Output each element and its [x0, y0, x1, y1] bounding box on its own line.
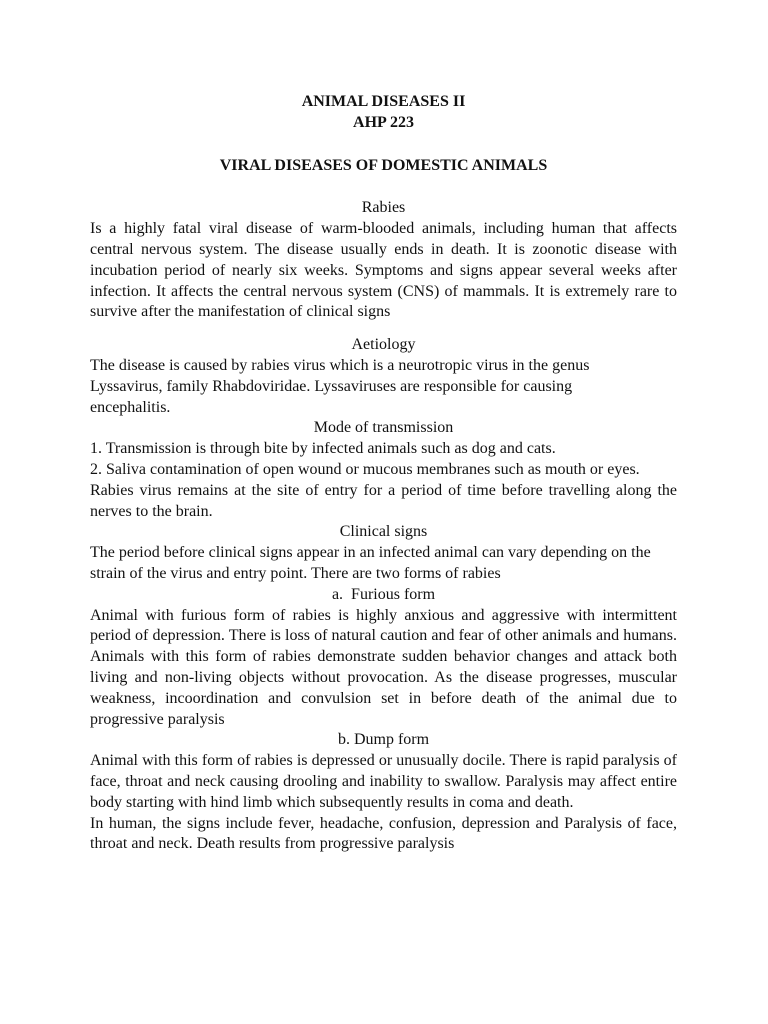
section-title: VIRAL DISEASES OF DOMESTIC ANIMALS [219, 156, 548, 174]
dump-form-heading: b. Dump form [337, 731, 430, 749]
course-code: AHP 223 [353, 113, 414, 131]
clinical-signs-intro: The period before clinical signs appear in an infected animal can vary depending on the strain of the virus and entry point. There are two forms of rabies [90, 544, 651, 582]
furious-form-heading: a. Furious form [331, 585, 436, 603]
clinical-signs-heading: Clinical signs [339, 523, 428, 541]
furious-form-text: Animal with furious form of rabies is highly anxious and aggressive with intermittent period of depression. There is loss of natural caution and fear of other animals and humans. Animals with this form of rabies demonstrate sudden behavior changes and attack both living and non-living objects without provocation. As the disease progresses, muscular weakness, incoordination and convulsion set in before death of the animal due to progressive paralysis [90, 606, 677, 728]
aetiology-text: The disease is caused by rabies virus which is a neurotropic virus in the genus Lyssavirus, family Rhabdoviridae. Lyssaviruses are responsible for causing encephalitis. [90, 356, 590, 416]
transmission-item-2: 2. Saliva contamination of open wound or mucous membranes such as mouth or eyes. [90, 460, 640, 478]
course-title: ANIMAL DISEASES II [301, 93, 466, 110]
dump-form-text: Animal with this form of rabies is depressed or unusually docile. There is rapid paralysis of face, throat and neck causing drooling and inability to swallow. Paralysis may affect entire body starting with hind limb which subsequently results in coma and death. [90, 752, 677, 811]
transmission-heading: Mode of transmission [313, 419, 454, 437]
transmission-item-1: 1. Transmission is through bite by infected animals such as dog and cats. [90, 440, 556, 458]
rabies-intro: Is a highly fatal viral disease of warm-blooded animals, including human that affects central nervous system. The disease usually ends in death. It is zoonotic disease with incubation period of nearly six weeks. Symptoms and signs appear several weeks after infection. It affects the central nervous system (CNS) of mammals. It is extremely rare to survive after the manifestation of clinical signs [90, 220, 677, 321]
document-page [90, 92, 677, 855]
transmission-note: Rabies virus remains at the site of entry for a period of time before travelling along the nerves to the brain. [90, 481, 677, 520]
rabies-heading: Rabies [361, 199, 406, 217]
aetiology-heading: Aetiology [351, 336, 416, 354]
human-signs-text: In human, the signs include fever, headache, confusion, depression and Paralysis of face, throat and neck. Death results from progressive paralysis [90, 814, 677, 853]
